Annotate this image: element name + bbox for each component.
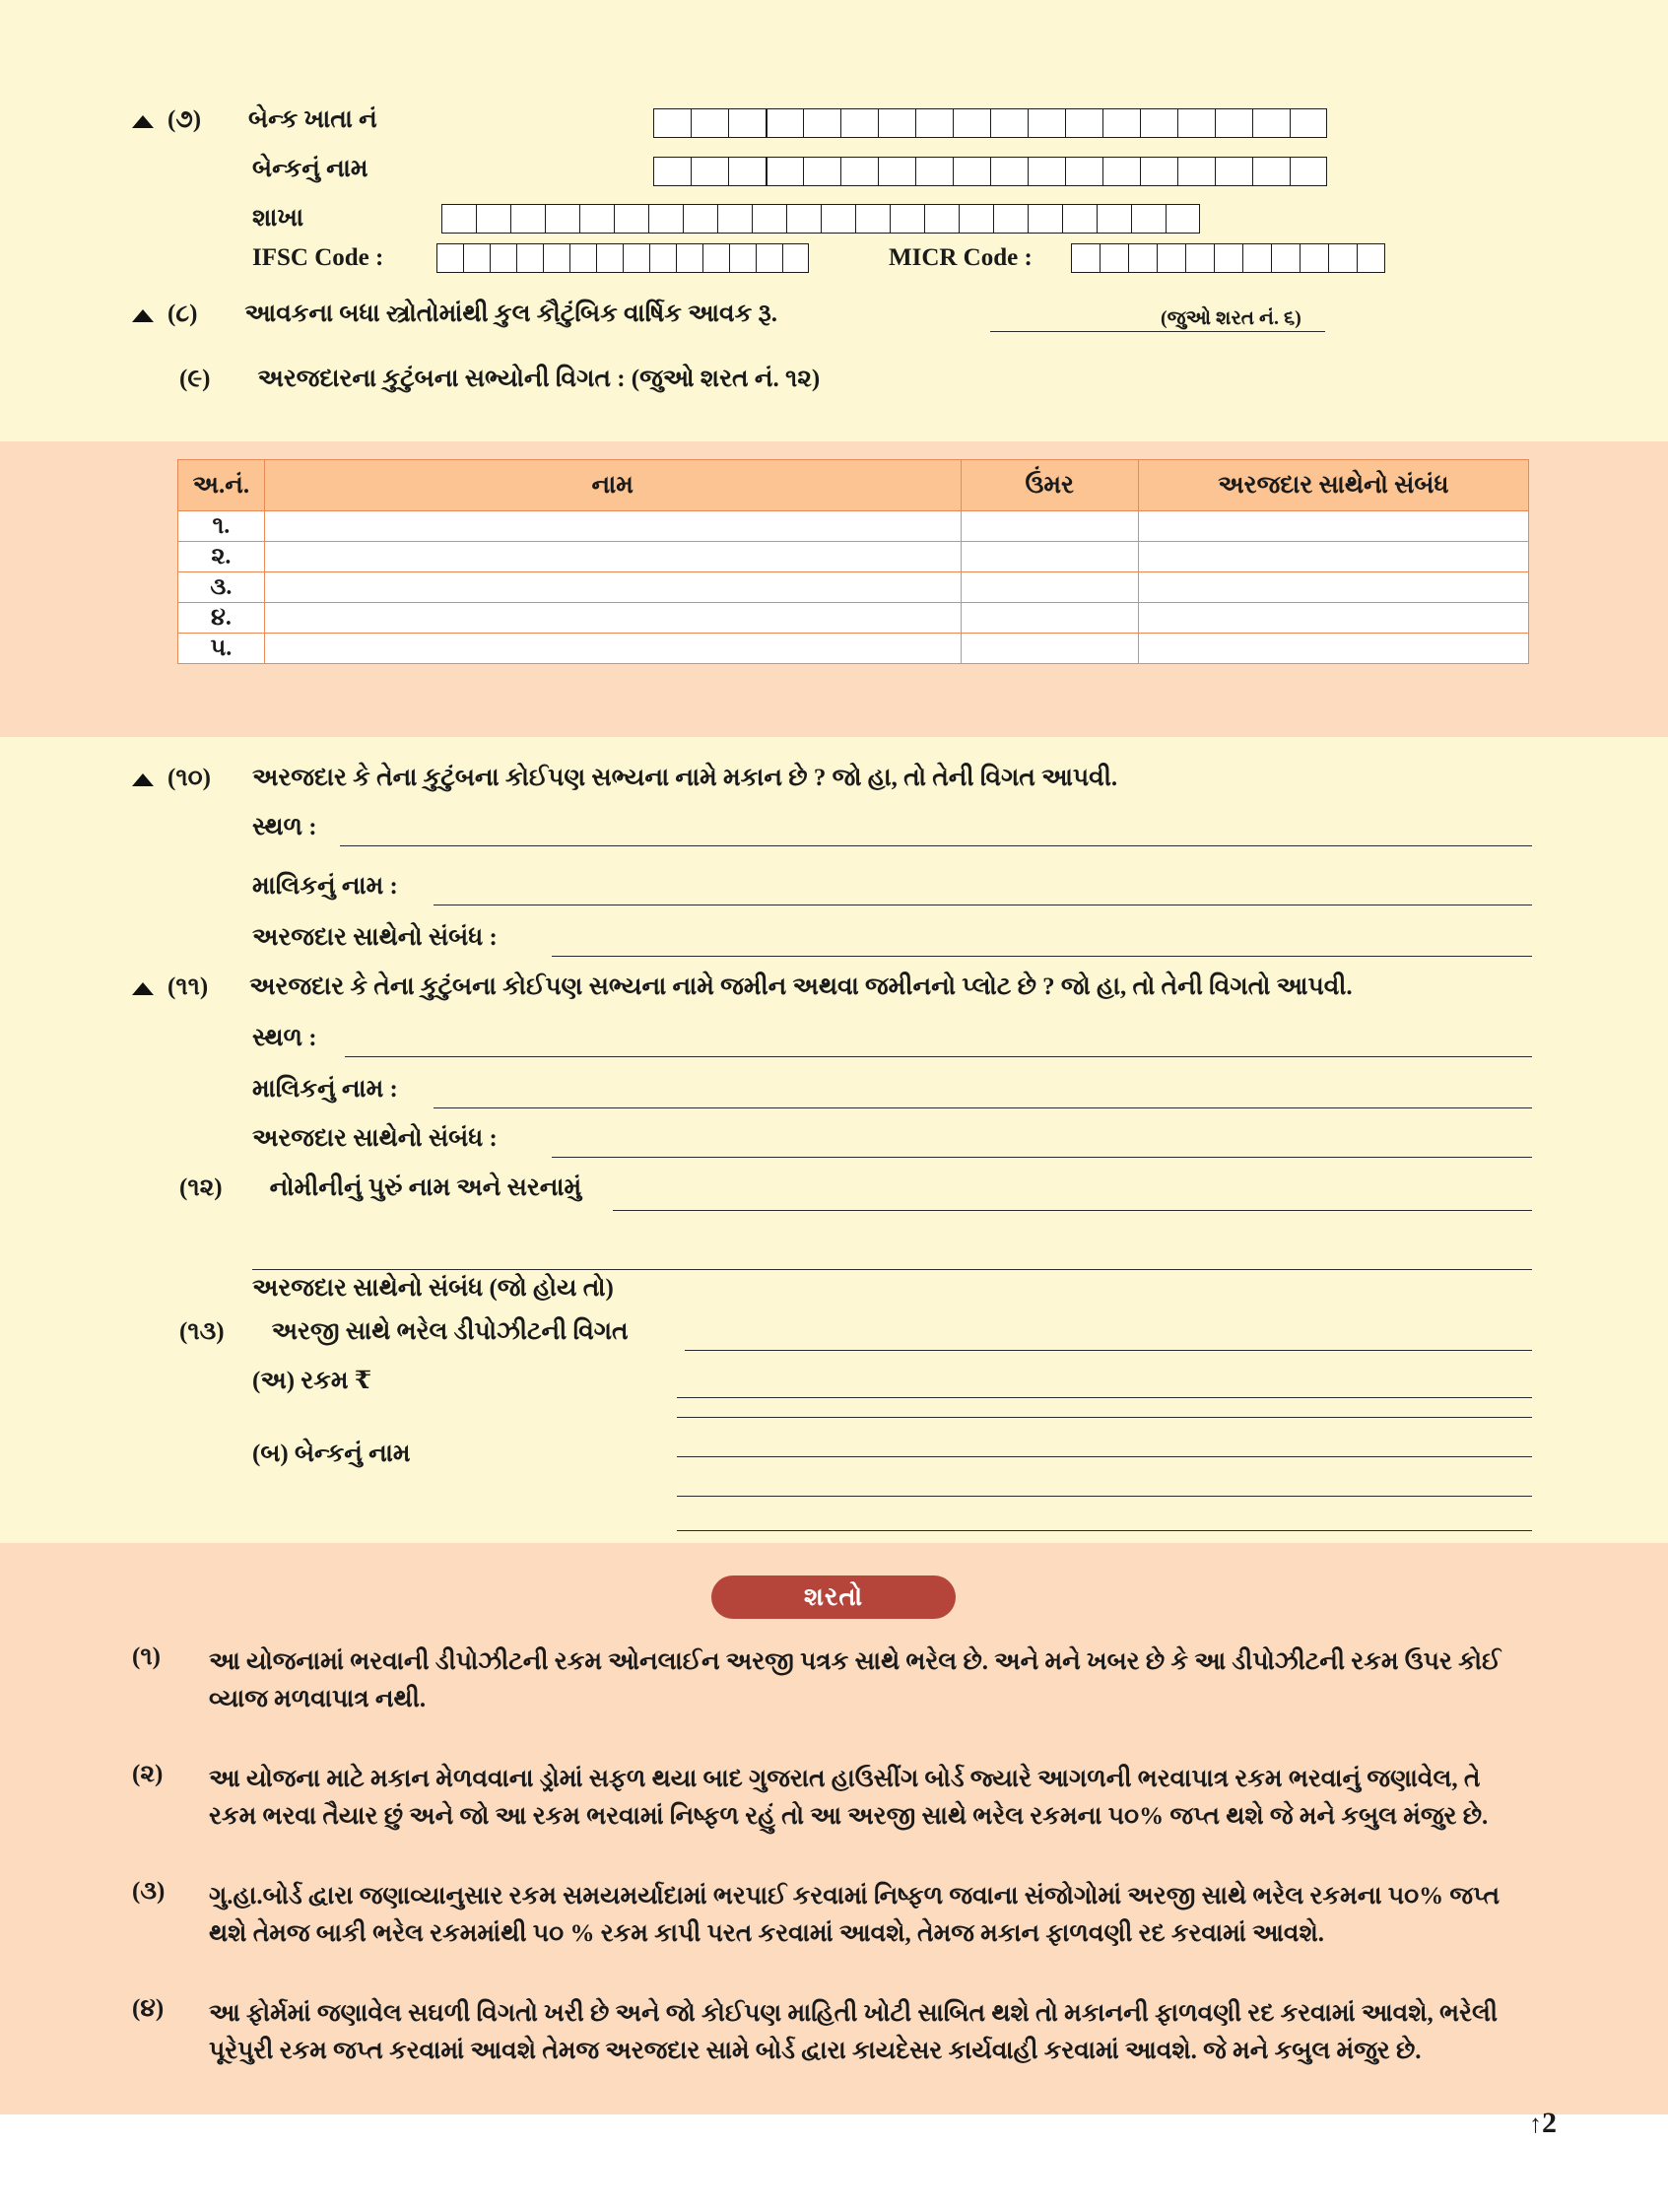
comb-cell[interactable]	[510, 204, 545, 234]
comb-cell[interactable]	[441, 204, 476, 234]
comb-cell[interactable]	[782, 243, 809, 273]
nominee-relation-label: અરજદાર સાથેનો સંબંધ (જો હોય તો)	[252, 1275, 614, 1302]
comb-cell[interactable]	[1065, 108, 1102, 138]
comb-cell[interactable]	[1252, 108, 1290, 138]
comb-cell[interactable]	[728, 157, 766, 186]
question-family	[179, 366, 820, 393]
house-place-row	[252, 814, 317, 841]
comb-cell[interactable]	[1131, 204, 1166, 234]
land-owner-row	[252, 1076, 398, 1104]
family-cell-name[interactable]	[264, 572, 961, 603]
question-land	[132, 973, 1353, 1001]
column-header-age: ઉંમર	[961, 460, 1138, 511]
deposit-label: અરજી સાથે ભરેલ ડીપોઝીટની વિગત	[271, 1318, 629, 1345]
comb-cell[interactable]	[803, 108, 840, 138]
question-house-number: (૧૦)	[167, 765, 211, 791]
question-income-text: આવકના બધા સ્ત્રોતોમાંથી કુલ કૌટુંબિક વાર્ષિક આવક રૂ.	[244, 301, 778, 327]
comb-cell[interactable]	[786, 204, 821, 234]
comb-cell[interactable]	[717, 204, 752, 234]
land-place-row	[252, 1025, 317, 1052]
table-row	[178, 603, 1529, 634]
family-cell-name[interactable]	[264, 511, 961, 542]
comb-cell[interactable]	[653, 108, 691, 138]
condition-text-line: આ યોજના માટે મકાન મેળવવાના ડ્રોમાં સફળ થયા બાદ ગુજરાત હાઉસીંગ બોર્ડ જ્યારે આગળની ભરવાપાત્ર રકમ ભરવાનું જણાવેલ, તે	[209, 1766, 1481, 1792]
comb-cell[interactable]	[1177, 108, 1215, 138]
comb-cell[interactable]	[1328, 243, 1357, 273]
deposit-amount-label: (અ) રકમ ₹	[252, 1368, 372, 1394]
deposit-amount-row	[252, 1366, 371, 1395]
income-note-text: (જુઓ શરત નં. ૬)	[1161, 307, 1301, 329]
ifsc-label: IFSC Code :	[252, 244, 384, 271]
comb-cell[interactable]	[648, 204, 683, 234]
condition-number: (૪)	[132, 1995, 165, 2022]
branch-boxes[interactable]	[441, 204, 1200, 234]
family-cell-serial: ૫.	[178, 634, 265, 664]
house-owner-row	[252, 873, 398, 901]
comb-cell[interactable]	[1100, 243, 1128, 273]
micr-row	[889, 244, 1033, 272]
comb-cell[interactable]	[476, 204, 510, 234]
land-place-input[interactable]	[345, 1056, 1532, 1057]
comb-cell[interactable]	[1071, 243, 1100, 273]
deposit-bank-label: (બ) બેન્કનું નામ	[252, 1441, 411, 1467]
bullet-triangle-icon	[132, 309, 154, 322]
bank-account-label: બેન્ક ખાતા નં	[248, 106, 377, 133]
question-income	[132, 301, 777, 328]
comb-cell[interactable]	[543, 243, 569, 273]
nominee-input-line-2[interactable]	[252, 1269, 1532, 1270]
band-cream-middle	[0, 737, 1668, 1543]
comb-cell[interactable]	[1028, 108, 1065, 138]
question-deposit	[179, 1318, 629, 1346]
family-cell-age[interactable]	[961, 572, 1138, 603]
micr-label: MICR Code :	[889, 244, 1033, 271]
condition-text	[209, 1643, 1501, 1718]
question-land-text: અરજદાર કે તેના કુટુંબના કોઈપણ સભ્યના નામે જમીન અથવા જમીનનો પ્લોટ છે ? જો હા, તો તેની વિગતો આપવી.	[249, 973, 1353, 1000]
condition-text-line: રકમ ભરવા તૈયાર છું અને જો આ રકમ ભરવામાં નિષ્ફળ રહું તો આ અરજી સાથે ભરેલ રકમના ૫૦% જપ્ત થશે જે મને કબુલ મંજુર છે.	[209, 1803, 1489, 1830]
condition-text-line: થશે તેમજ બાકી ભરેલ રકમમાંથી ૫૦ % રકમ કાપી પરત કરવામાં આવશે, તેમજ મકાન ફાળવણી રદ કરવામાં આવશે.	[209, 1920, 1325, 1947]
income-note	[1161, 307, 1301, 330]
question-nominee-number: (૧૨)	[179, 1174, 223, 1201]
conditions-title-badge: શરતો	[711, 1575, 956, 1619]
family-cell-age[interactable]	[961, 511, 1138, 542]
comb-cell[interactable]	[623, 243, 649, 273]
nominee-relation-row	[252, 1275, 614, 1303]
comb-cell[interactable]	[1128, 243, 1157, 273]
house-place-label: સ્થળ :	[252, 814, 317, 840]
comb-cell[interactable]	[1102, 108, 1140, 138]
comb-cell[interactable]	[579, 204, 614, 234]
family-cell-serial: ૩.	[178, 572, 265, 603]
income-amount-input[interactable]	[990, 331, 1325, 332]
family-members-table	[177, 459, 1529, 664]
question-income-number: (૮)	[167, 301, 198, 327]
comb-cell[interactable]	[1062, 204, 1097, 234]
comb-cell[interactable]	[924, 204, 959, 234]
house-relation-input[interactable]	[552, 956, 1532, 957]
condition-text	[209, 1995, 1498, 2070]
nominee-input-line-1[interactable]	[613, 1210, 1532, 1211]
house-owner-label: માલિકનું નામ :	[252, 873, 398, 900]
condition-text-line: આ ફોર્મમાં જણાવેલ સઘળી વિગતો ખરી છે અને જો કોઈપણ માહિતી ખોટી સાબિત થશે તો મકાનની ફાળવણી રદ કરવામાં આવશે, ભરેલી	[209, 2000, 1499, 2027]
comb-cell[interactable]	[676, 243, 702, 273]
family-cell-relation[interactable]	[1138, 511, 1528, 542]
comb-cell[interactable]	[1215, 157, 1252, 186]
table-row	[178, 572, 1529, 603]
comb-cell[interactable]	[1028, 157, 1065, 186]
condition-text-line: ગુ.હા.બોર્ડ દ્વારા જણાવ્યાનુસાર રકમ સમયમર્યાદામાં ભરપાઈ કરવામાં નિષ્ફળ જવાના સંજોગોમાં અરજી સાથે ભરેલ રકમના ૫૦% જપ્ત	[209, 1883, 1501, 1910]
comb-cell[interactable]	[436, 243, 463, 273]
question-bank	[132, 106, 377, 134]
house-relation-row	[252, 924, 498, 952]
comb-cell[interactable]	[953, 157, 990, 186]
comb-cell[interactable]	[729, 243, 756, 273]
condition-number: (૨)	[132, 1761, 164, 1787]
bullet-triangle-icon	[132, 773, 154, 786]
bank-name-boxes[interactable]	[653, 157, 1327, 186]
comb-cell[interactable]	[490, 243, 516, 273]
condition-number: (૩)	[132, 1878, 166, 1905]
band-white-footer	[0, 2114, 1668, 2212]
comb-cell[interactable]	[1102, 157, 1140, 186]
deposit-bank-input-line-4[interactable]	[677, 1530, 1532, 1531]
comb-cell[interactable]	[766, 108, 803, 138]
table-row	[178, 634, 1529, 664]
land-relation-input[interactable]	[552, 1157, 1532, 1158]
bullet-triangle-icon	[132, 115, 154, 128]
comb-cell[interactable]	[1215, 108, 1252, 138]
land-owner-input[interactable]	[434, 1107, 1532, 1108]
comb-cell[interactable]	[1300, 243, 1328, 273]
comb-cell[interactable]	[1157, 243, 1185, 273]
condition-text-line: વ્યાજ મળવાપાત્ર નથી.	[209, 1686, 427, 1712]
nominee-label: નોમીનીનું પુરું નામ અને સરનામું	[269, 1174, 582, 1201]
comb-cell[interactable]	[614, 204, 648, 234]
family-cell-name[interactable]	[264, 634, 961, 664]
condition-text	[209, 1878, 1500, 1953]
comb-cell[interactable]	[1252, 157, 1290, 186]
comb-cell[interactable]	[915, 157, 953, 186]
comb-cell[interactable]	[953, 108, 990, 138]
comb-cell[interactable]	[1177, 157, 1215, 186]
branch-row	[252, 205, 303, 233]
family-cell-relation[interactable]	[1138, 603, 1528, 634]
comb-cell[interactable]	[855, 204, 890, 234]
question-house	[132, 765, 1117, 792]
table-row	[178, 511, 1529, 542]
comb-cell[interactable]	[1290, 108, 1327, 138]
comb-cell[interactable]	[752, 204, 786, 234]
house-place-input[interactable]	[340, 845, 1532, 846]
comb-cell[interactable]	[840, 108, 878, 138]
family-cell-serial: ૧.	[178, 511, 265, 542]
deposit-bank-input-line-3[interactable]	[677, 1496, 1532, 1497]
comb-cell[interactable]	[683, 204, 717, 234]
family-cell-relation[interactable]	[1138, 572, 1528, 603]
bank-name-row	[252, 156, 368, 183]
family-cell-name[interactable]	[264, 542, 961, 572]
question-land-number: (૧૧)	[167, 973, 209, 1000]
land-relation-label: અરજદાર સાથેનો સંબંધ :	[252, 1125, 498, 1152]
land-place-label: સ્થળ :	[252, 1025, 317, 1051]
comb-cell[interactable]	[990, 108, 1028, 138]
family-cell-age[interactable]	[961, 603, 1138, 634]
comb-cell[interactable]	[915, 108, 953, 138]
comb-cell[interactable]	[1185, 243, 1214, 273]
comb-cell[interactable]	[1214, 243, 1242, 273]
house-relation-label: અરજદાર સાથેનો સંબંધ :	[252, 924, 498, 951]
comb-cell[interactable]	[1271, 243, 1300, 273]
family-cell-name[interactable]	[264, 603, 961, 634]
comb-cell[interactable]	[545, 204, 579, 234]
comb-cell[interactable]	[691, 108, 728, 138]
deposit-bank-input-line-2[interactable]	[677, 1456, 1532, 1457]
question-bank-number: (૭)	[167, 106, 202, 133]
family-cell-serial: ૪.	[178, 603, 265, 634]
comb-cell[interactable]	[1140, 157, 1177, 186]
condition-item	[132, 1643, 1541, 1718]
comb-cell[interactable]	[596, 243, 623, 273]
comb-cell[interactable]	[878, 108, 915, 138]
comb-cell[interactable]	[649, 243, 676, 273]
comb-cell[interactable]	[1290, 157, 1327, 186]
comb-cell[interactable]	[1028, 204, 1062, 234]
column-header-relation: અરજદાર સાથેનો સંબંધ	[1138, 460, 1528, 511]
question-house-text: અરજદાર કે તેના કુટુંબના કોઈપણ સભ્યના નામે મકાન છે ? જો હા, તો તેની વિગત આપવી.	[251, 765, 1118, 791]
comb-cell[interactable]	[756, 243, 782, 273]
column-header-serial: અ.નં.	[178, 460, 265, 511]
condition-text-line: પૂરેપુરી રકમ જપ્ત કરવામાં આવશે તેમજ અરજદાર સામે બોર્ડ દ્વારા કાયદેસર કાર્યવાહી કરવામાં આવશે. જે મને કબુલ મંજુર છે.	[209, 2038, 1422, 2064]
bullet-triangle-icon	[132, 982, 154, 995]
page-number	[1529, 2107, 1557, 2140]
comb-cell[interactable]	[463, 243, 490, 273]
comb-cell[interactable]	[1065, 157, 1102, 186]
comb-cell[interactable]	[990, 157, 1028, 186]
comb-cell[interactable]	[766, 157, 803, 186]
condition-number: (૧)	[132, 1643, 161, 1670]
question-family-text: અરજદારના કુટુંબના સભ્યોની વિગત : (જુઓ શરત નં. ૧૨)	[257, 366, 821, 392]
comb-cell[interactable]	[1242, 243, 1271, 273]
family-cell-relation[interactable]	[1138, 634, 1528, 664]
comb-cell[interactable]	[959, 204, 993, 234]
comb-cell[interactable]	[803, 157, 840, 186]
table-row	[178, 542, 1529, 572]
question-family-number: (૯)	[179, 366, 211, 392]
comb-cell[interactable]	[516, 243, 543, 273]
family-cell-serial: ૨.	[178, 542, 265, 572]
page-number-value: 2	[1542, 2107, 1557, 2139]
table-header-row	[178, 460, 1529, 511]
deposit-bank-input-line-1[interactable]	[677, 1417, 1532, 1418]
comb-cell[interactable]	[821, 204, 855, 234]
comb-cell[interactable]	[691, 157, 728, 186]
family-cell-age[interactable]	[961, 542, 1138, 572]
deposit-amount-input[interactable]	[677, 1397, 1532, 1398]
comb-cell[interactable]	[1140, 108, 1177, 138]
land-relation-row	[252, 1125, 498, 1153]
comb-cell[interactable]	[890, 204, 924, 234]
deposit-bank-row	[252, 1441, 411, 1468]
condition-item	[132, 1878, 1541, 1953]
condition-text	[209, 1761, 1488, 1836]
comb-cell[interactable]	[702, 243, 729, 273]
family-cell-age[interactable]	[961, 634, 1138, 664]
comb-cell[interactable]	[1166, 204, 1200, 234]
family-cell-relation[interactable]	[1138, 542, 1528, 572]
page-number-caret: ↑	[1529, 2110, 1542, 2138]
ifsc-row	[252, 244, 383, 272]
condition-item	[132, 1995, 1541, 2070]
bank-account-boxes[interactable]	[653, 108, 1327, 138]
micr-boxes[interactable]	[1071, 243, 1385, 273]
deposit-detail-input[interactable]	[685, 1350, 1532, 1351]
question-nominee	[179, 1174, 581, 1202]
comb-cell[interactable]	[1097, 204, 1131, 234]
condition-item	[132, 1761, 1541, 1836]
comb-cell[interactable]	[569, 243, 596, 273]
comb-cell[interactable]	[878, 157, 915, 186]
bank-name-label: બેન્કનું નામ	[252, 156, 368, 182]
condition-text-line: આ યોજનામાં ભરવાની ડીપોઝીટની રકમ ઓનલાઈન અરજી પત્રક સાથે ભરેલ છે. અને મને ખબર છે કે આ ડીપોઝીટની રકમ ઉપર કોઈ	[209, 1648, 1501, 1675]
comb-cell[interactable]	[728, 108, 766, 138]
land-owner-label: માલિકનું નામ :	[252, 1076, 398, 1103]
question-deposit-number: (૧૩)	[179, 1318, 225, 1345]
branch-label: શાખા	[252, 205, 304, 232]
comb-cell[interactable]	[653, 157, 691, 186]
comb-cell[interactable]	[993, 204, 1028, 234]
column-header-name: નામ	[264, 460, 961, 511]
comb-cell[interactable]	[840, 157, 878, 186]
comb-cell[interactable]	[1357, 243, 1385, 273]
ifsc-boxes[interactable]	[436, 243, 809, 273]
